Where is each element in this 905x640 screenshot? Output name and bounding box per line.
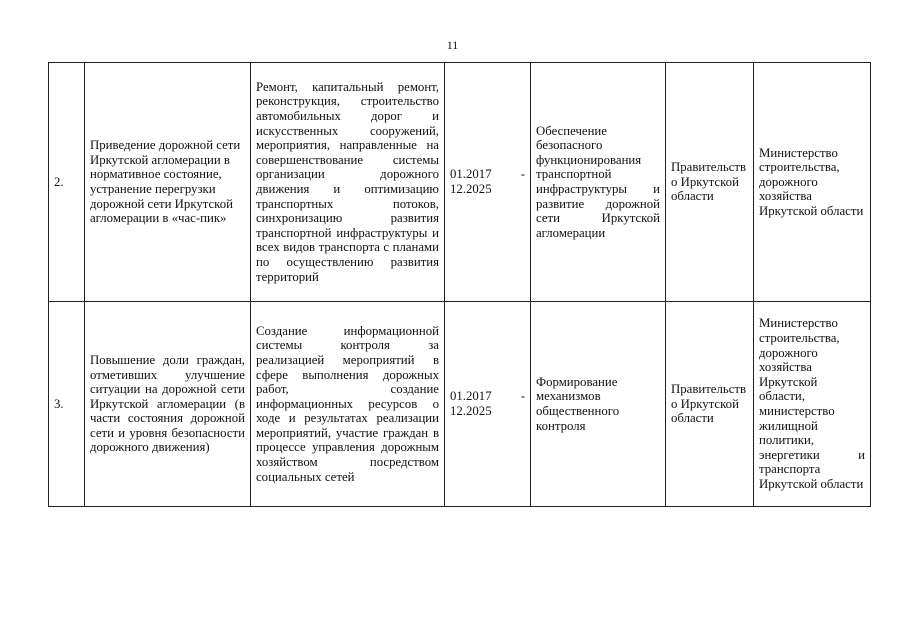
actions-cell: Создание информационной системы контроля за реализацией мероприятий в сфере выполнения дорожных работ, создание информационных ресурсов о ходе и результатах реализации мероприятий, участие граждан в процессе управления дорожным хозяйством посредством социальных сетей	[251, 302, 445, 507]
period-cell: 01.2017 - 12.2025	[445, 63, 531, 302]
executor-cell: Министерство строительства, дорожного хозяйства Иркутской области	[754, 63, 871, 302]
row-number: 2.	[49, 63, 85, 302]
executor-cell: Министерство строительства, дорожного хозяйства Иркутской области, министерство жилищной политики, энергетики и транспорта Иркутской области	[754, 302, 871, 507]
responsible-cell: Правительство Иркутской области	[666, 63, 754, 302]
page-number: 11	[446, 38, 459, 52]
table-row	[49, 302, 871, 507]
goal-cell: Повышение доли граждан, отметивших улучшение ситуации на дорожной сети Иркутской агломерации (в части состояния дорожной сети и уровня безопасности дорожного движения)	[85, 302, 251, 507]
plan-table	[48, 62, 871, 507]
period-cell: 01.2017 - 12.2025	[445, 302, 531, 507]
actions-cell: Ремонт, капитальный ремонт, реконструкция, строительство автомобильных дорог и искусственных сооружений, мероприятия, направленные на совершенствование системы организации дорожного движения и оптимизацию транспортных потоков, синхронизацию развития транспортной инфраструктуры и всех видов транспорта с планами по осуществлению развития территорий	[251, 63, 445, 302]
result-cell: Обеспечение безопасного функционирования транспортной инфраструктуры и развитие дорожной сети Иркутской агломерации	[531, 63, 666, 302]
table-row	[49, 63, 871, 302]
goal-cell: Приведение дорожной сети Иркутской агломерации в нормативное состояние, устранение перегрузки дорожной сети Иркутской агломерации в «час-пик»	[85, 63, 251, 302]
result-cell: Формирование механизмов общественного контроля	[531, 302, 666, 507]
responsible-cell: Правительство Иркутской области	[666, 302, 754, 507]
row-number: 3.	[49, 302, 85, 507]
